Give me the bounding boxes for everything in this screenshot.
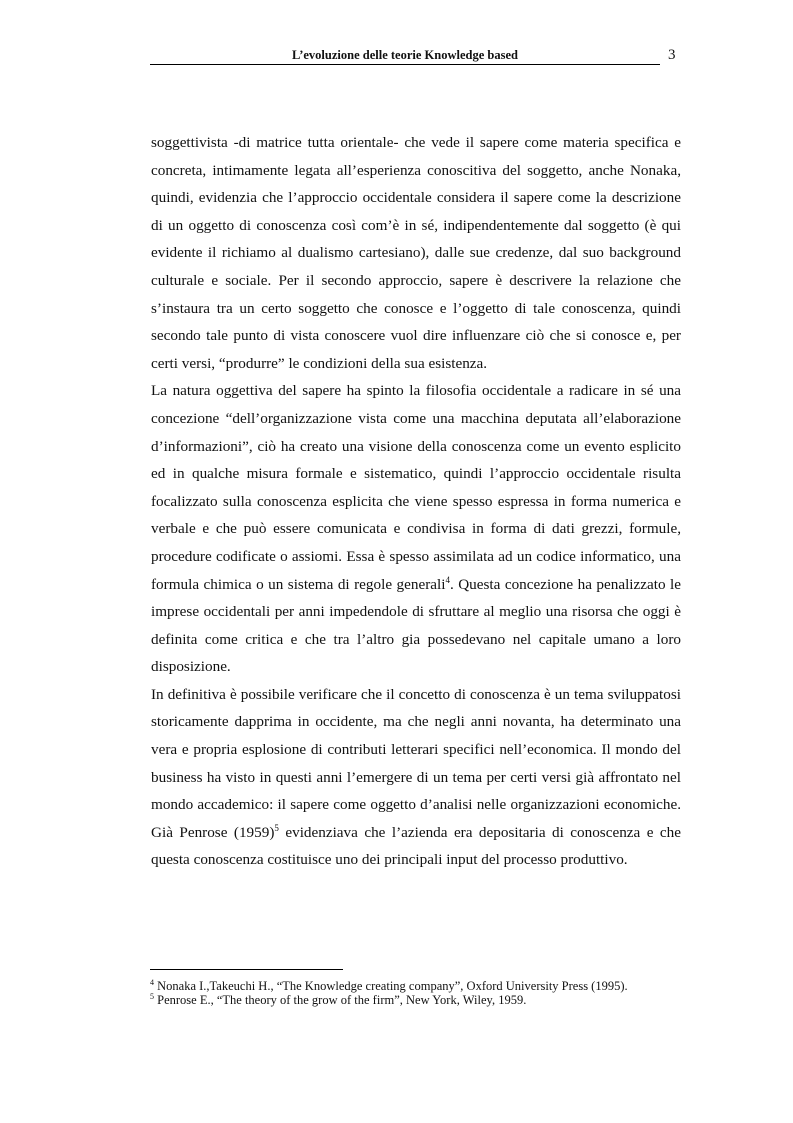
- footnote-5: [150, 993, 690, 1007]
- main-text: [151, 129, 681, 874]
- footnote-ref-4[interactable]: 4: [445, 574, 450, 585]
- paragraph-1: soggettivista -di matrice tutta orientale- che vede il sapere come materia specifica e concreta, intimamente legata all’esperienza conoscitiva del soggetto, anche Nonaka, quindi, evidenzia che l’approccio occidentale considera il sapere come la descrizione di un oggetto di conoscenza così com’è in sé, indipendentemente dal soggetto (è qui evidente il richiamo al dualismo cartesiano), dalle sue credenze, dal suo background culturale e sociale. Per il secondo approccio, sapere è descrivere la relazione che s’instaura tra un certo soggetto che conosce e l’oggetto di tale conoscenza, quindi secondo tale punto di vista conoscere vuol dire influenzare ciò che si conosce e, per certi versi, “produrre” le condizioni della sua esistenza.: [151, 134, 681, 372]
- running-header: [150, 47, 660, 65]
- header-title: L’evoluzione delle teorie Knowledge based: [292, 48, 518, 62]
- footnotes: [150, 979, 690, 1007]
- paragraph-2-text-b: . Questa concezione ha penalizzato le imprese occidentali per anni impedendole di sfruttare al meglio una risorsa che oggi è definita come critica e che tra l’altro gia possedevano nel capitale umano a loro disposizione.: [151, 575, 681, 676]
- paragraph-3-text-b: evidenziava che l’azienda era depositaria di conoscenza e che questa conoscenza costituisce uno dei principali input del processo produttivo.: [151, 823, 681, 869]
- footnote-text: Penrose E., “The theory of the grow of the firm”, New York, Wiley, 1959.: [154, 993, 527, 1007]
- paragraph-2-text-a: La natura oggettiva del sapere ha spinto la filosofia occidentale a radicare in sé una concezione “dell’organizzazione vista come una macchina deputata all’elaborazione d’informazioni”, ciò ha creato una visione della conoscenza come un evento esplicito ed in qualche misura formale e sistematico, quindi l’approccio occidentale risulta focalizzato sulla conoscenza esplicita che viene spesso espressa in forma numerica e verbale e che può essere comunicata e condivisa in forma di dati grezzi, formule, procedure codificate o assiomi. Essa è spesso assimilata ad un codice informatico, una formula chimica o un sistema di regole generali: [151, 382, 681, 593]
- footnote-number: 5: [150, 991, 154, 1001]
- footnote-separator: [150, 969, 343, 970]
- footnote-text: Nonaka I.,Takeuchi H., “The Knowledge creating company”, Oxford University Press (1995).: [154, 979, 628, 993]
- footnote-number: 4: [150, 977, 154, 987]
- page-number: 3: [668, 47, 676, 63]
- footnote-ref-5[interactable]: 5: [274, 822, 279, 833]
- paragraph-2: [151, 377, 681, 681]
- footnote-4: [150, 979, 690, 993]
- paragraph-3-text-a: In definitiva è possibile verificare che il concetto di conoscenza è un tema sviluppatosi storicamente dapprima in occidente, ma che negli anni novanta, ha determinato una vera e propria esplosione di contributi letterari specifici nell’economica. Il mondo del business ha visto in questi anni l’emergere di un tema per certi versi già affrontato nel mondo accademico: il sapere come oggetto d’analisi nelle organizzazioni economiche. Già Penrose (1959): [151, 685, 681, 841]
- paragraph-3: [151, 681, 681, 874]
